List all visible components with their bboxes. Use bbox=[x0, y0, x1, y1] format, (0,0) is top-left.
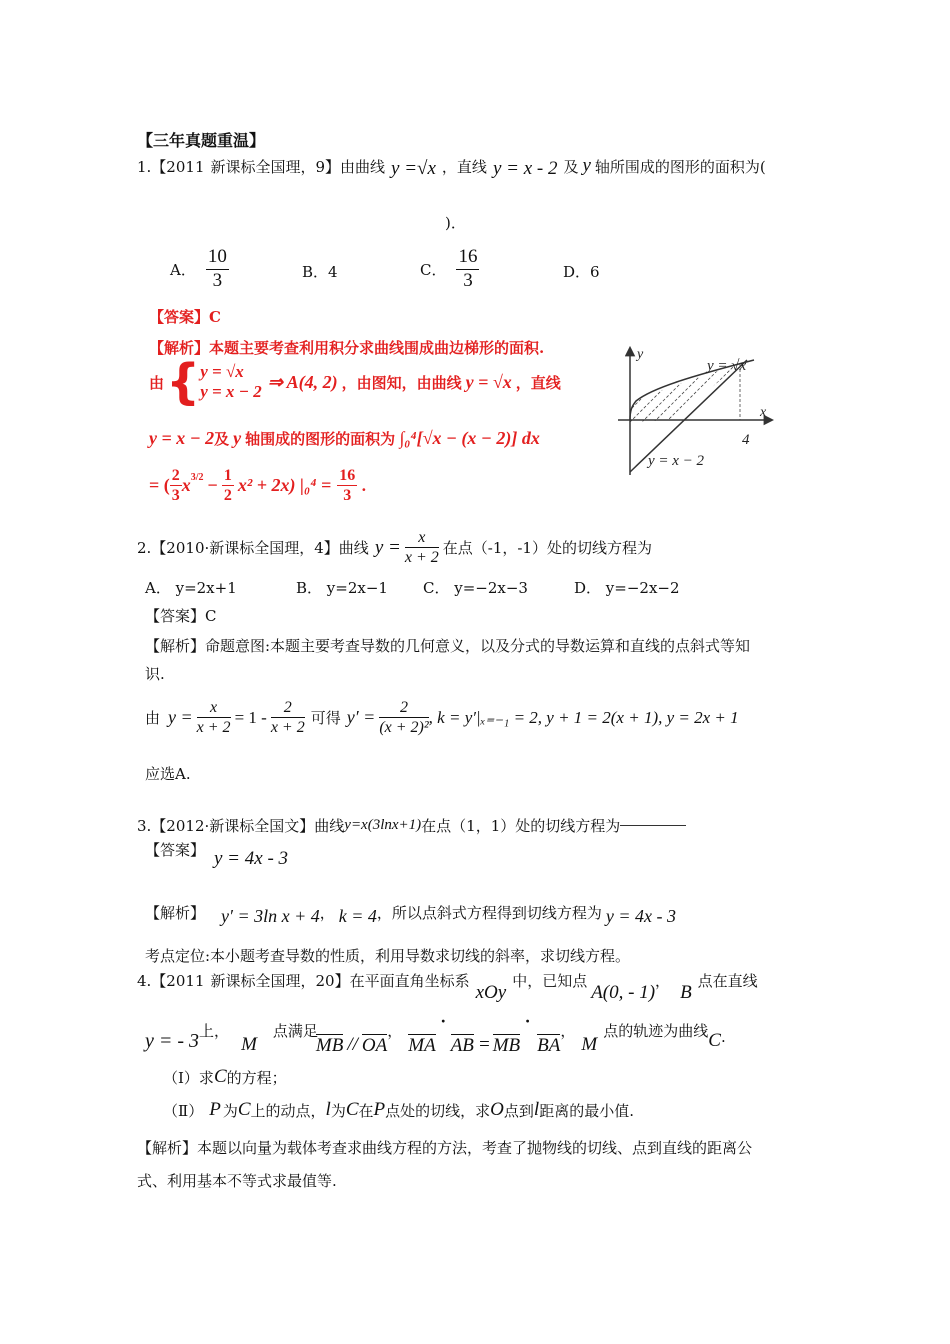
q3-kaodian: 考点定位:本小题考查导数的性质，利用导数求切线的斜率，求切线方程。 bbox=[145, 947, 631, 965]
graph-x-label: x bbox=[760, 405, 767, 420]
q4-part-1 bbox=[163, 1066, 287, 1088]
q4-curve-c: C bbox=[708, 1030, 721, 1051]
q3-tangent-eq: y = 4x - 3 bbox=[605, 906, 677, 926]
q4-vec-ma: MA bbox=[408, 1035, 436, 1056]
q4-xoy: xOy bbox=[475, 982, 507, 1003]
q4-prefix: 4.【2011 bbox=[137, 972, 205, 990]
q1-line-eq: y = x - 2 bbox=[492, 158, 558, 179]
q1-frac-16-3-num: 16 bbox=[337, 466, 357, 486]
q2-choose: 应选A. bbox=[145, 765, 191, 783]
q1-frac-1-2-num: 1 bbox=[222, 466, 234, 486]
q4-t4: 上， bbox=[199, 1022, 230, 1040]
q1-frac-2-3-num: 2 bbox=[170, 466, 182, 486]
q1-option-d: D．6 bbox=[563, 263, 600, 281]
q2-option-b: B． y=2x−1 bbox=[296, 579, 388, 597]
q4-part-2 bbox=[163, 1099, 634, 1121]
q1-frac-1-2 bbox=[222, 466, 234, 505]
q1-curve-eq: y =√x bbox=[391, 158, 436, 179]
q2-f-frac2-den: x + 2 bbox=[270, 719, 305, 737]
q4-m-2: M bbox=[581, 1034, 598, 1055]
q4-p2-c-2: C bbox=[345, 1099, 359, 1120]
q1-text-and: 及 bbox=[214, 430, 230, 448]
q4-p2-l-2: l bbox=[533, 1099, 540, 1120]
q2-source: ·新课标全国理，4】曲线 bbox=[204, 539, 369, 558]
q1-text1: ，直线 bbox=[441, 157, 487, 176]
q4-p2e: 在 bbox=[358, 1101, 374, 1120]
q2-option-d: D． y=−2x−2 bbox=[574, 579, 680, 597]
q3-answer-eq: y = 4x - 3 bbox=[214, 848, 289, 869]
q4-stem-line2 bbox=[145, 1010, 726, 1057]
q4-m: M bbox=[241, 1034, 257, 1055]
q4-eq-sign: = bbox=[477, 1034, 491, 1055]
q1-text-area: 轴围成的图形的面积为 bbox=[245, 430, 396, 448]
q2-f-frac3-num: 2 bbox=[379, 698, 428, 718]
q4-p2b: 为 bbox=[222, 1101, 238, 1120]
q3-slope: k = 4 bbox=[338, 906, 377, 926]
q4-source: 新课标全国理，20】在平面直角坐标系 bbox=[210, 972, 470, 990]
q2-f-frac1-num: x bbox=[197, 698, 231, 718]
q2-f-frac1-den: x + 2 bbox=[196, 719, 231, 737]
q1-frac-2-3 bbox=[170, 466, 182, 505]
q1-option-c-frac bbox=[456, 246, 479, 293]
q4-t1: 中，已知点 bbox=[512, 972, 588, 990]
q1-solution-line1 bbox=[149, 354, 561, 410]
graph-tick-4: 4 bbox=[742, 432, 750, 448]
q2-option-c: C． y=−2x−3 bbox=[423, 579, 528, 597]
q3-curve-eq: y=x(3lnx+1) bbox=[344, 817, 422, 833]
q1-option-c bbox=[420, 246, 479, 293]
q3-text: 在点（1，1）处的切线方程为 bbox=[421, 817, 621, 835]
q4-line-eq: y = - 3 bbox=[145, 1030, 200, 1052]
graph-y-label: y bbox=[637, 347, 644, 362]
q2-frac bbox=[405, 528, 439, 567]
q2-y-eq: y = bbox=[374, 536, 401, 558]
q1-option-a-den: 3 bbox=[212, 269, 223, 291]
q3-prefix: 3.【2012 bbox=[137, 817, 205, 835]
q4-p2f: 点处的切线，求 bbox=[385, 1101, 491, 1120]
q1-answer: 【答案】C bbox=[149, 308, 221, 326]
q2-option-a: A． y=2x+1 bbox=[145, 579, 237, 597]
q2-text: 在点（-1，-1）处的切线方程为 bbox=[442, 539, 652, 558]
q4-p1a: （Ⅰ）求 bbox=[163, 1068, 214, 1087]
q4-p2-o: O bbox=[490, 1099, 504, 1120]
q4-p2-l: l bbox=[325, 1099, 331, 1120]
q4-t3: 点在直线 bbox=[697, 972, 758, 990]
q3-answer-blank bbox=[620, 825, 686, 826]
q1-point-a: ⇒ A(4, 2) bbox=[267, 371, 338, 392]
q2-f-frac1 bbox=[197, 698, 231, 737]
q4-p2-c: C bbox=[237, 1099, 251, 1120]
q2-f-frac2 bbox=[271, 698, 305, 737]
q4-p2d: 为 bbox=[330, 1101, 346, 1120]
q1-prefix: 1.【2011 bbox=[137, 157, 205, 176]
q4-t7: ， bbox=[560, 1022, 576, 1040]
q1-analysis: 【解析】本题主要考查利用积分求曲线围成曲边梯形的面积. bbox=[149, 339, 545, 357]
q2-f-rest: , k = y′|ₓ₌₋₁ = 2, y + 1 = 2(x + 1), y = 2x + 1 bbox=[428, 707, 739, 727]
q1-option-a-frac bbox=[206, 246, 229, 293]
system-brace: { bbox=[166, 354, 201, 410]
q4-analysis-2: 式、利用基本不等式求最值等. bbox=[137, 1172, 337, 1190]
q2-f-frac3-den: (x + 2)² bbox=[379, 719, 429, 737]
q1-l3-x: x bbox=[181, 475, 191, 496]
q3-source: ·新课标全国文】曲线 bbox=[204, 817, 345, 835]
q2-f-eq: = 1 - bbox=[234, 707, 267, 727]
graph-curve-label: y = √x bbox=[707, 358, 747, 374]
q1-option-b: B．4 bbox=[302, 263, 338, 281]
q1-system bbox=[200, 362, 262, 402]
q3-sep: ， bbox=[319, 904, 335, 922]
q1-option-c-label: C． bbox=[420, 260, 447, 279]
q1-l3-exponent: 3/2 bbox=[190, 472, 204, 484]
q4-parallel: // bbox=[347, 1034, 358, 1055]
q1-graph bbox=[612, 340, 782, 490]
q2-f-frac2-num: 2 bbox=[271, 698, 305, 718]
q4-t5: 点满足 bbox=[272, 1022, 318, 1040]
q3-analysis-text: ，所以点斜式方程得到切线方程为 bbox=[376, 904, 602, 922]
q1-frac-16-3-den: 3 bbox=[343, 487, 352, 505]
q2-f-y: y = bbox=[168, 707, 193, 728]
graph-line-label: y = x − 2 bbox=[648, 453, 705, 469]
section-heading: 【三年真题重温】 bbox=[137, 131, 266, 150]
q4-p1-c: C bbox=[213, 1066, 227, 1087]
q4-stem-line1 bbox=[137, 970, 758, 1004]
q4-vec-mb: MB bbox=[315, 1035, 344, 1056]
q1-y: y bbox=[582, 155, 591, 176]
q2-prefix: 2.【2010 bbox=[137, 539, 205, 558]
q1-text2: 及 bbox=[563, 157, 579, 176]
q2-derivation bbox=[145, 698, 739, 737]
q4-p2a: （Ⅱ） bbox=[163, 1101, 204, 1120]
q2-frac-den: x + 2 bbox=[404, 549, 439, 567]
q4-p2-p: P bbox=[209, 1099, 221, 1120]
q3-derivative: y′ = 3ln x + 4 bbox=[221, 906, 320, 926]
q3-analysis bbox=[145, 898, 676, 927]
q1-option-c-num: 16 bbox=[456, 246, 479, 270]
q1-option-c-den: 3 bbox=[463, 269, 473, 291]
q2-f-frac3 bbox=[379, 698, 428, 737]
q4-p2c: 上的动点， bbox=[250, 1101, 326, 1120]
q4-vec-oa: OA bbox=[361, 1035, 388, 1056]
q3-stem bbox=[137, 815, 686, 836]
q4-t8: 点的轨迹为曲线 bbox=[603, 1022, 709, 1040]
q1-text-graph: ，由图知，由曲线 bbox=[341, 373, 462, 392]
q4-t6: ， bbox=[387, 1022, 403, 1040]
q1-system-eq2: y = x − 2 bbox=[200, 382, 262, 401]
q2-you: 由 bbox=[145, 709, 161, 728]
q4-vec-ba: BA bbox=[537, 1035, 561, 1056]
q1-option-a-label: A． bbox=[170, 260, 196, 279]
q1-frac-16-3 bbox=[337, 466, 357, 505]
q4-b: B bbox=[680, 982, 692, 1003]
q1-option-a-num: 10 bbox=[206, 246, 229, 270]
q1-close: )． bbox=[445, 214, 466, 232]
q1-l3-mid: x² + 2x) |₀⁴ = bbox=[237, 475, 332, 496]
q2-answer: 【答案】C bbox=[145, 607, 217, 625]
q2-f-yprime: y′ = bbox=[346, 707, 376, 728]
q1-solution-line2 bbox=[149, 428, 540, 449]
q2-f-kede: 可得 bbox=[310, 709, 341, 728]
q4-p2-p-2: P bbox=[373, 1099, 386, 1120]
q4-dot-1: · bbox=[439, 1010, 447, 1035]
q1-system-eq1: y = √x bbox=[200, 362, 244, 381]
q4-p1b: 的方程； bbox=[226, 1068, 287, 1087]
q1-solution-line3 bbox=[149, 466, 366, 505]
q4-point-a: A(0, - 1) bbox=[591, 982, 656, 1003]
q1-curve-eq-2: y = √x bbox=[465, 371, 512, 392]
q1-y-2: y bbox=[233, 428, 242, 448]
q2-stem bbox=[137, 528, 652, 567]
q3-analysis-label: 【解析】 bbox=[145, 904, 206, 922]
q2-analysis-2: 识. bbox=[145, 665, 165, 683]
q4-vec-mb-2: MB bbox=[492, 1035, 521, 1056]
q1-frac-1-2-den: 2 bbox=[223, 487, 232, 505]
q2-analysis-1: 【解析】命题意图:本题主要考查导数的几何意义，以及分式的导数运算和直线的点斜式等知 bbox=[145, 637, 751, 655]
q1-l3-minus: − bbox=[207, 475, 218, 496]
q4-dot-2: · bbox=[524, 1010, 532, 1035]
q1-l3-end: . bbox=[361, 476, 367, 495]
q1-frac-2-3-den: 3 bbox=[171, 487, 180, 505]
q1-source: 新课标全国理，9】由曲线 bbox=[210, 157, 386, 176]
q4-p2g: 点到 bbox=[503, 1101, 534, 1120]
q4-t9: . bbox=[720, 1028, 726, 1046]
q1-option-a bbox=[170, 246, 229, 293]
q2-frac-num: x bbox=[405, 528, 439, 548]
q1-text3: 轴所围成的图形的面积为( bbox=[594, 157, 766, 176]
q1-l3-start: = ( bbox=[149, 475, 170, 496]
q1-integral: ∫₀⁴[√x − (x − 2)] dx bbox=[399, 428, 540, 448]
q4-p2h: 距离的最小值. bbox=[539, 1101, 634, 1120]
q1-you: 由 bbox=[149, 373, 165, 392]
q1-text-line: ，直线 bbox=[515, 373, 561, 392]
q4-t2: ， bbox=[655, 972, 671, 990]
q3-answer-label: 【答案】 bbox=[145, 841, 206, 859]
q1-line-eq-2: y = x − 2 bbox=[149, 428, 215, 448]
q4-vec-ab: AB bbox=[450, 1035, 474, 1056]
q4-analysis-1: 【解析】本题以向量为载体考查求曲线方程的方法，考查了抛物线的切线、点到直线的距离公 bbox=[137, 1139, 753, 1157]
q1-stem bbox=[137, 152, 766, 180]
